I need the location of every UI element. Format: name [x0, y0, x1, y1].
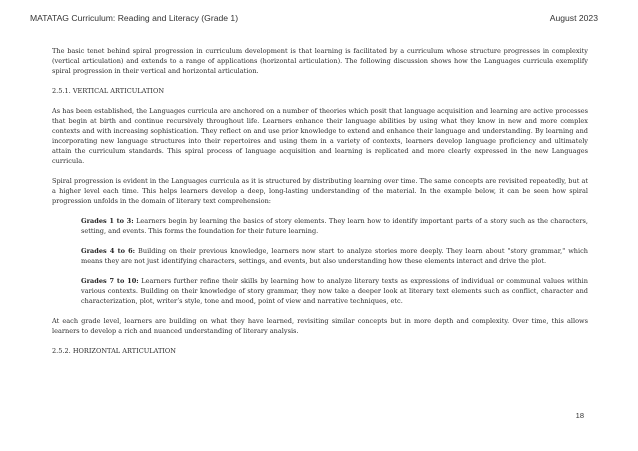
vertical-paragraph-1: As has been established, the Languages curricula are anchored on a number of theories which posit that language acquisition and learning are active processes that begin at birth and continue recursively throughout life. Learners enhance their language abilities by using what they know in new and more complex contexts and with increasing sophistication. They reflect on and use prior knowledge to extend and enhance their language and understanding. By learning and incorporating new language structures into their repertoires and using them in a variety of contexts, learners develop language proficiency and ultimately attain the curriculum standards. This spiral process of language acquisition and learning is replicated and more clearly expressed in the new Languages curricula.: [52, 107, 588, 165]
closing-paragraph: At each grade level, learners are building on what they have learned, revisiting similar concepts but in more depth and complexity. Over time, this allows learners to develop a rich and nuanced understanding of literary analysis.: [52, 317, 588, 335]
document-date: August 2023: [549, 13, 598, 23]
grade-band-label: Grades 7 to 10:: [81, 277, 139, 285]
grade-band-item: [52, 216, 588, 236]
section-heading-vertical: 2.5.1. VERTICAL ARTICULATION: [52, 87, 165, 95]
grade-band-label: Grades 4 to 6:: [81, 247, 136, 255]
section-heading-horizontal: 2.5.2. HORIZONTAL ARTICULATION: [52, 347, 177, 355]
page-header: [30, 13, 598, 27]
grade-band-label: Grades 1 to 3:: [81, 217, 134, 225]
grade-band-item: [52, 246, 588, 266]
grade-band-text: Learners further refine their skills by learning how to analyze literary texts as expressions of individual or communal values within various contexts. Building on their knowledge of story grammar, they now take a deeper look at literary text elements such as conflict, character and characterization, plot, writer’s style, tone and mood, point of view and narrative techniques, etc.: [81, 277, 588, 305]
page-number: 18: [575, 411, 584, 420]
page-body: [52, 46, 588, 356]
grade-band-text: Learners begin by learning the basics of story elements. They learn how to identify important parts of a story such as the characters, setting, and events. This forms the foundation for their future learning.: [81, 217, 588, 235]
intro-paragraph: The basic tenet behind spiral progression in curriculum development is that learning is facilitated by a curriculum whose structure progresses in complexity (vertical articulation) and extends to a range of applications (horizontal articulation). The following discussion shows how the Languages curricula exemplify spiral progression in their vertical and horizontal articulation.: [52, 47, 588, 75]
document-title: MATATAG Curriculum: Reading and Literacy (Grade 1): [30, 13, 239, 23]
grade-band-text: Building on their previous knowledge, learners now start to analyze stories more deeply. They learn about "story grammar," which means they are not just identifying characters, settings, and events, but also understanding how these elements interact and drive the plot.: [81, 247, 588, 265]
vertical-paragraph-2: Spiral progression is evident in the Languages curricula as it is structured by distributing learning over time. The same concepts are revisited repeatedly, but at a higher level each time. This helps learners develop a deep, long-lasting understanding of the material. In the example below, it can be seen how spiral progression unfolds in the domain of literary text comprehension:: [52, 177, 588, 205]
grade-band-item: [52, 276, 588, 306]
